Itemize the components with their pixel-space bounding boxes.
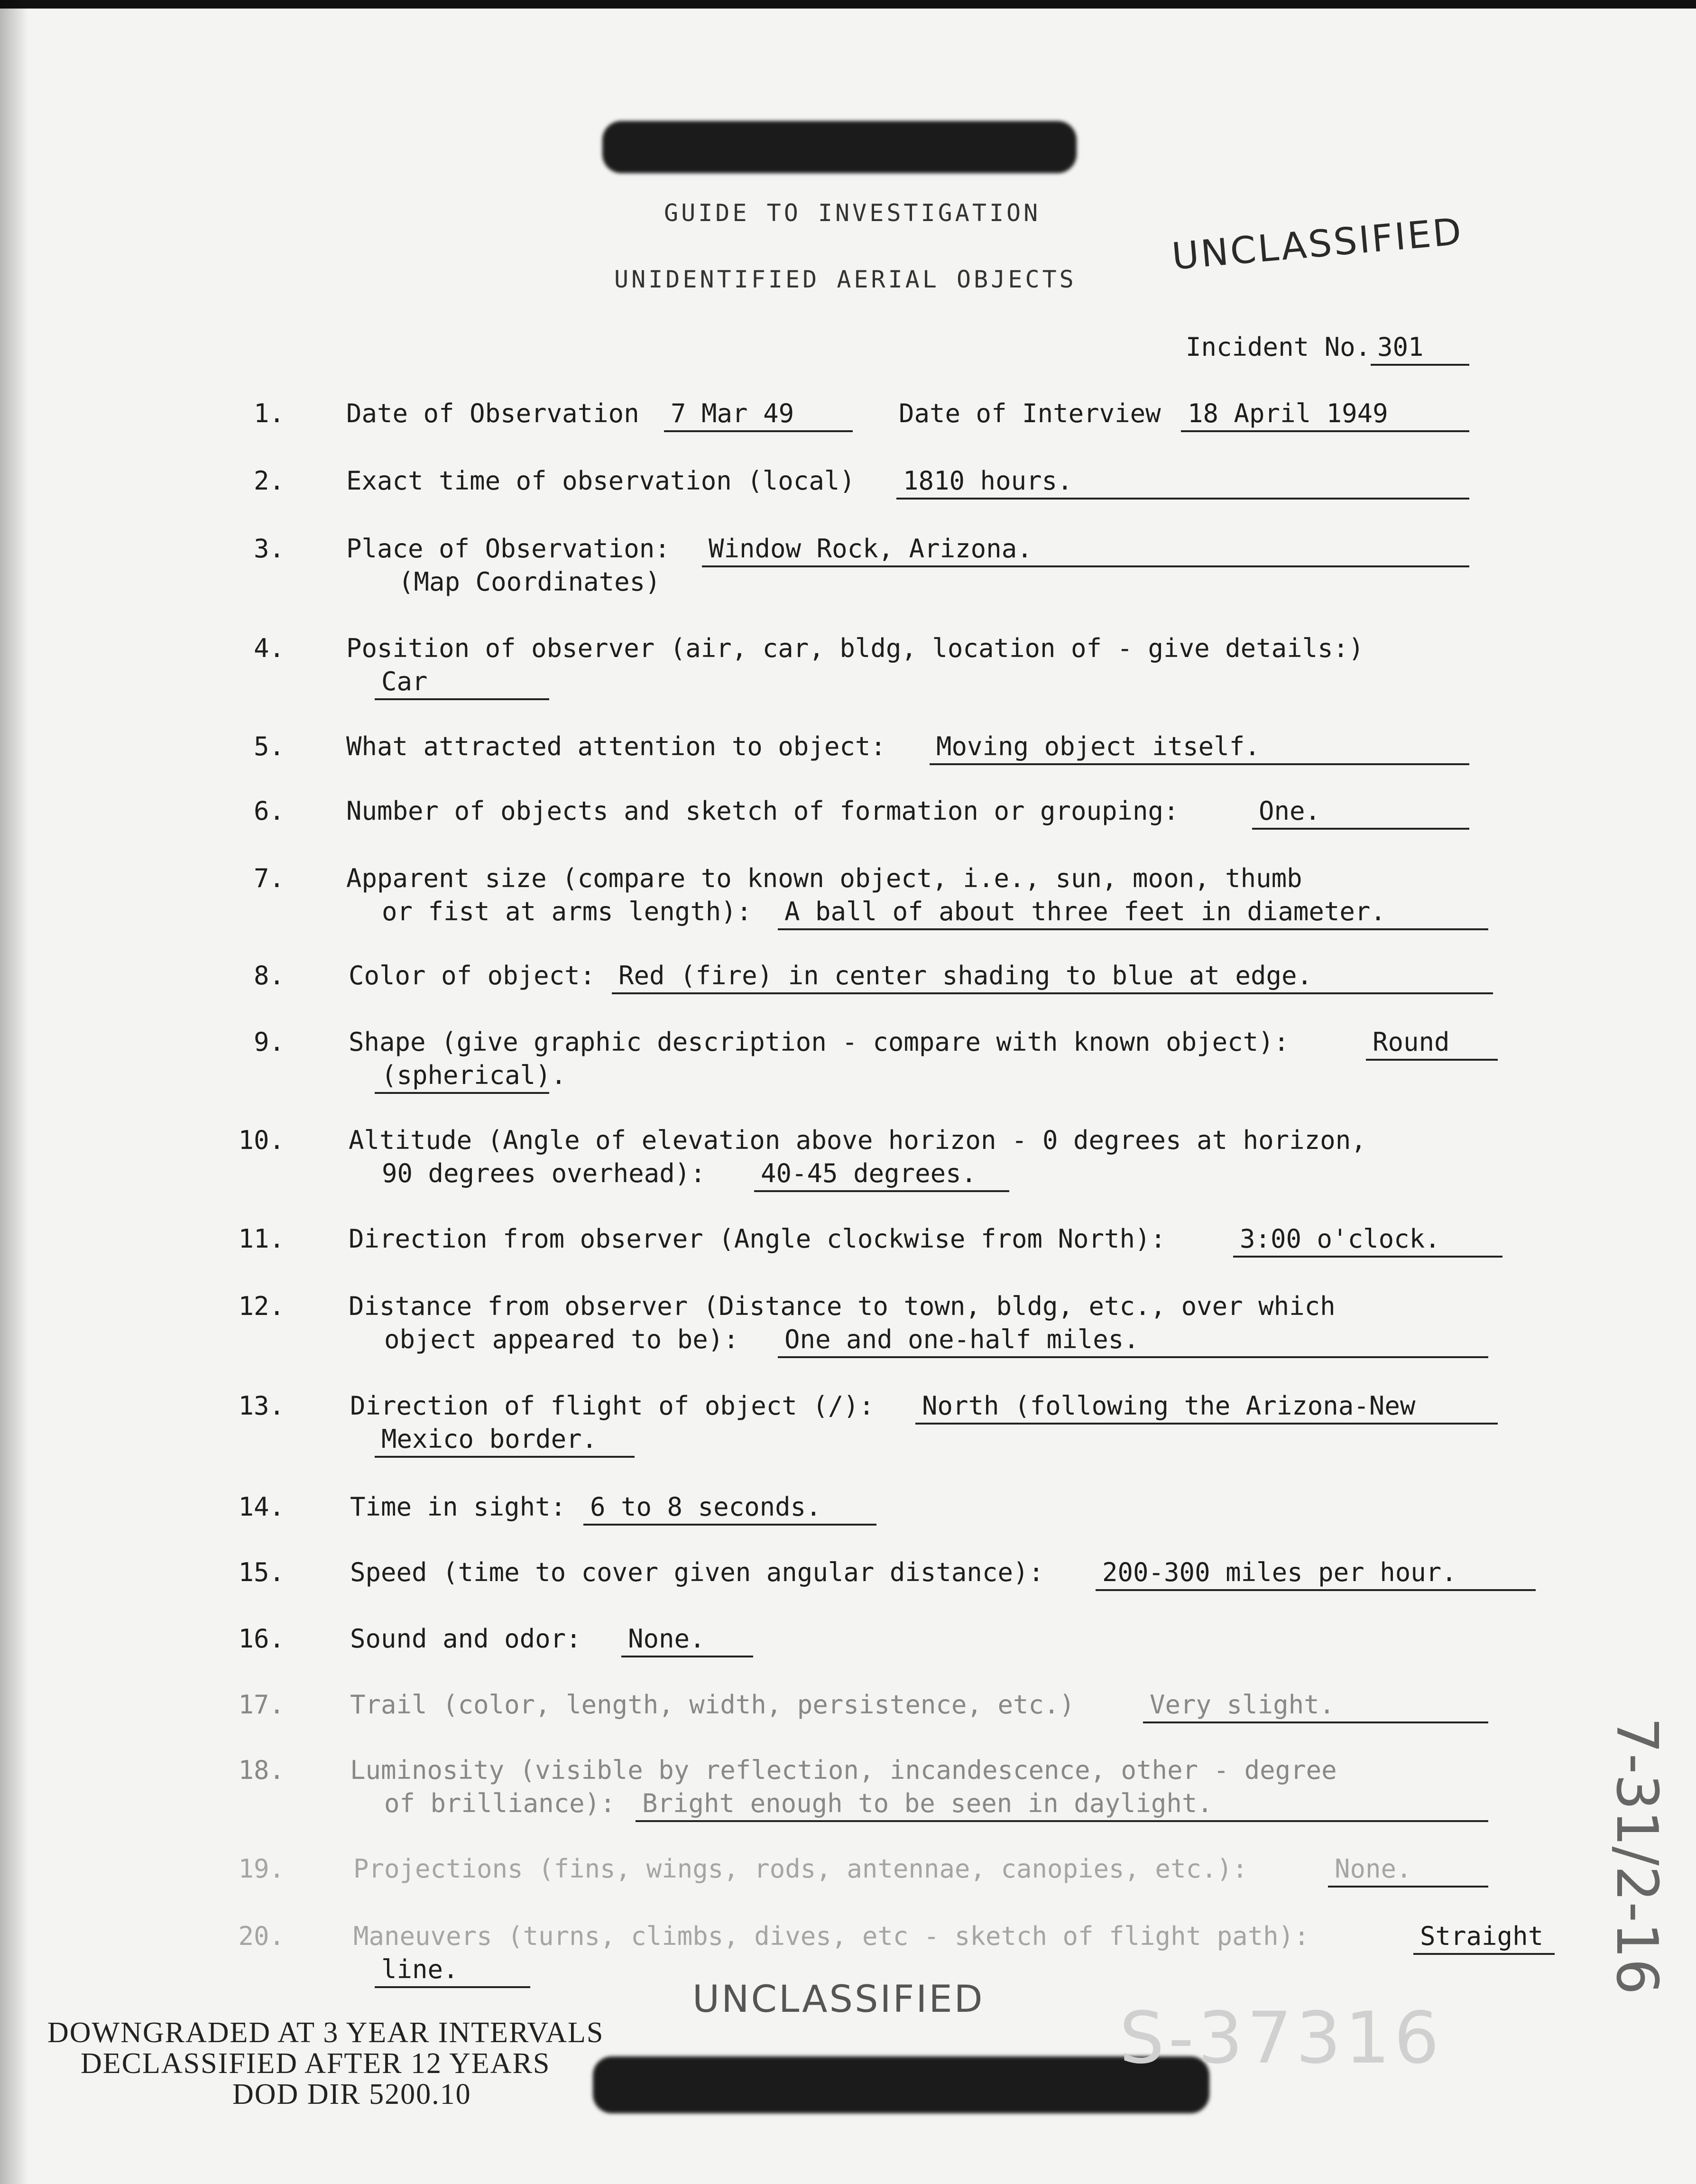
redaction-mark-bottom xyxy=(593,2056,1209,2113)
question-place-of-observation: Place of Observation: xyxy=(346,534,670,564)
item-number: 13. xyxy=(238,1391,285,1421)
serial-number: S-37316 xyxy=(1119,1997,1443,2080)
question-maneuvers: Maneuvers (turns, climbs, dives, etc - sketch of flight path): xyxy=(353,1921,1309,1951)
question-projections: Projections (fins, wings, rods, antennae, canopies, etc.): xyxy=(353,1854,1248,1884)
question-sound-and-odor: Sound and odor: xyxy=(350,1624,581,1654)
answer-direction-of-flight: North (following the Arizona-New xyxy=(915,1391,1498,1425)
answer-place-of-observation: Window Rock, Arizona. xyxy=(702,534,1469,567)
question-luminosity-line2: of brilliance): xyxy=(384,1788,616,1818)
question-time-in-sight: Time in sight: xyxy=(350,1492,566,1522)
question-date-of-interview: Date of Interview xyxy=(899,398,1161,428)
question-what-attracted-attention: What attracted attention to object: xyxy=(346,731,886,761)
question-color-of-object: Color of object: xyxy=(349,961,596,990)
answer-apparent-size: A ball of about three feet in diameter. xyxy=(778,897,1488,930)
question-apparent-size: Apparent size (compare to known object, i.e., sun, moon, thumb xyxy=(346,863,1302,893)
downgrade-notice-line1: DOWNGRADED AT 3 YEAR INTERVALS xyxy=(47,2017,604,2049)
answer-projections: None. xyxy=(1328,1854,1488,1888)
question-shape: Shape (give graphic description - compare with known object): xyxy=(349,1027,1290,1057)
answer-maneuvers-line2: line. xyxy=(375,1954,530,1988)
item-number: 16. xyxy=(238,1624,285,1654)
question-number-of-objects: Number of objects and sketch of formation or grouping: xyxy=(346,796,1179,826)
question-altitude: Altitude (Angle of elevation above horizon - 0 degrees at horizon, xyxy=(349,1125,1366,1155)
question-exact-time: Exact time of observation (local) xyxy=(346,466,855,496)
answer-altitude: 40-45 degrees. xyxy=(754,1158,1009,1192)
item-number: 3. xyxy=(253,534,285,564)
form-title: GUIDE TO INVESTIGATION xyxy=(664,199,1041,227)
item-number: 9. xyxy=(253,1027,285,1057)
question-map-coordinates: (Map Coordinates) xyxy=(398,567,661,597)
answer-exact-time: 1810 hours. xyxy=(896,466,1469,500)
question-luminosity: Luminosity (visible by reflection, incandescence, other - degree xyxy=(350,1755,1337,1785)
answer-sound-and-odor: None. xyxy=(621,1624,753,1657)
answer-number-of-objects: One. xyxy=(1252,796,1469,830)
answer-date-of-observation: 7 Mar 49 xyxy=(664,398,853,432)
handwritten-margin-note: 7-31/2-16 xyxy=(1604,1717,1669,1995)
question-altitude-line2: 90 degrees overhead): xyxy=(382,1158,706,1188)
answer-color-of-object: Red (fire) in center shading to blue at edge. xyxy=(612,961,1493,994)
answer-shape-line2: (spherical). xyxy=(375,1060,549,1094)
question-trail: Trail (color, length, width, persistence, etc.) xyxy=(350,1690,1075,1720)
item-number: 7. xyxy=(253,863,285,893)
incident-number: 301 xyxy=(1371,332,1469,366)
item-number: 15. xyxy=(238,1557,285,1587)
item-number: 20. xyxy=(238,1921,285,1951)
item-number: 18. xyxy=(238,1755,285,1785)
question-distance-from-observer-line2: object appeared to be): xyxy=(384,1324,739,1354)
question-apparent-size-line2: or fist at arms length): xyxy=(382,897,752,926)
item-number: 1. xyxy=(253,398,285,428)
downgrade-notice-line3: DOD DIR 5200.10 xyxy=(232,2078,471,2110)
answer-luminosity: Bright enough to be seen in daylight. xyxy=(636,1788,1488,1822)
answer-time-in-sight: 6 to 8 seconds. xyxy=(583,1492,876,1526)
answer-trail: Very slight. xyxy=(1143,1690,1488,1723)
question-speed: Speed (time to cover given angular distance): xyxy=(350,1557,1044,1587)
answer-distance-from-observer: One and one-half miles. xyxy=(778,1324,1488,1358)
form-subtitle: UNIDENTIFIED AERIAL OBJECTS xyxy=(614,266,1077,293)
item-number: 4. xyxy=(253,633,285,663)
question-direction-from-observer: Direction from observer (Angle clockwise from North): xyxy=(349,1224,1166,1254)
answer-direction-of-flight-line2: Mexico border. xyxy=(375,1424,635,1458)
item-number: 8. xyxy=(253,961,285,990)
question-position-of-observer: Position of observer (air, car, bldg, location of - give details:) xyxy=(346,633,1364,663)
scan-left-shadow xyxy=(0,0,28,2184)
question-direction-of-flight: Direction of flight of object (/): xyxy=(350,1391,875,1421)
unclassified-stamp-bottom: UNCLASSIFIED xyxy=(692,1978,985,2021)
redaction-mark-top xyxy=(602,121,1077,173)
answer-what-attracted-attention: Moving object itself. xyxy=(930,731,1469,765)
unclassified-stamp-top: UNCLASSIFIED xyxy=(1170,210,1465,278)
item-number: 19. xyxy=(238,1854,285,1884)
answer-date-of-interview: 18 April 1949 xyxy=(1181,398,1469,432)
item-number: 11. xyxy=(238,1224,285,1254)
question-date-of-observation: Date of Observation xyxy=(346,398,639,428)
answer-speed: 200-300 miles per hour. xyxy=(1096,1557,1536,1591)
item-number: 12. xyxy=(238,1291,285,1321)
item-number: 2. xyxy=(253,466,285,496)
answer-maneuvers: Straight xyxy=(1413,1921,1555,1955)
question-distance-from-observer: Distance from observer (Distance to town, bldg, etc., over which xyxy=(349,1291,1336,1321)
item-number: 17. xyxy=(238,1690,285,1720)
downgrade-notice-line2: DECLASSIFIED AFTER 12 YEARS xyxy=(81,2047,551,2080)
answer-direction-from-observer: 3:00 o'clock. xyxy=(1233,1224,1502,1258)
item-number: 5. xyxy=(253,731,285,761)
item-number: 10. xyxy=(238,1125,285,1155)
incident-label: Incident No. xyxy=(1186,332,1371,362)
scan-top-border xyxy=(0,0,1696,9)
item-number: 14. xyxy=(238,1492,285,1522)
answer-shape: Round xyxy=(1366,1027,1498,1061)
answer-position-of-observer: Car xyxy=(375,666,549,700)
item-number: 6. xyxy=(253,796,285,826)
